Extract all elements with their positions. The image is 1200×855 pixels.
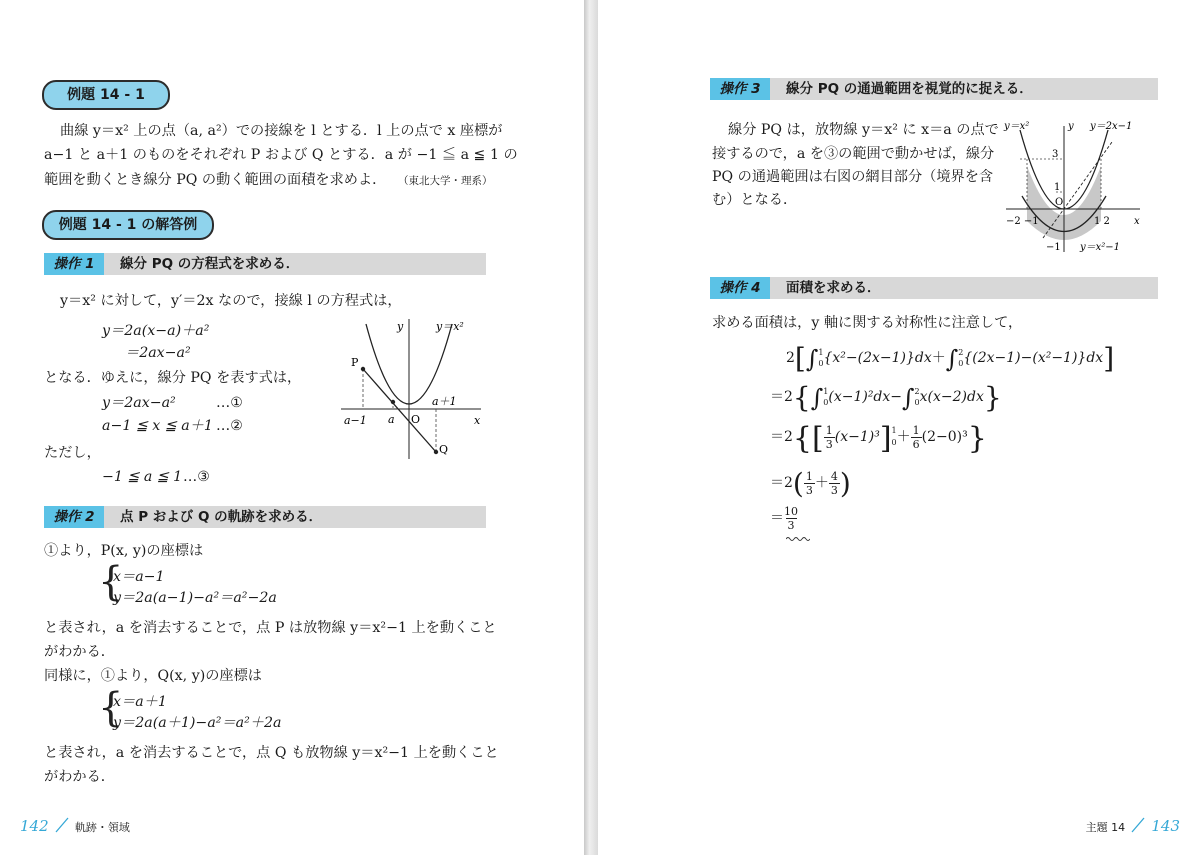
answer-den: 3: [787, 519, 795, 532]
int2-pre: ＝2: [770, 389, 793, 405]
frac-num: 4: [830, 469, 838, 483]
left-page: [0, 0, 584, 855]
int1-b: {(2x−1)−(x²−1)}dx: [963, 350, 1104, 366]
left-page-number: 142: [20, 817, 49, 835]
left-brace: {: [792, 381, 811, 414]
solution-title: 例題 14 - 1 の解答例: [58, 217, 198, 233]
graph2-x-ticks-right: 1 2: [1094, 216, 1110, 227]
step1-mark1: …①: [216, 395, 243, 411]
right-page: [598, 0, 1200, 855]
int3-pre: ＝2: [770, 429, 793, 445]
integral-sign: ∫: [810, 384, 824, 412]
frac-num: 1: [805, 469, 813, 483]
upper-limit: 1: [818, 348, 824, 357]
graph1-x-label: x: [474, 414, 481, 427]
graph1-a-plus-label: a＋1: [432, 395, 457, 408]
int4-pre: ＝2: [770, 475, 793, 491]
frac-num: 1: [825, 423, 833, 437]
example-title-pill: [42, 80, 170, 110]
upper-limit: 2: [914, 387, 920, 396]
step1-tadashi: ただし，: [44, 445, 101, 461]
plus-sign: ＋: [896, 429, 911, 445]
step3-title: 線分 PQ の通過範囲を視覚的に捉える．: [786, 81, 1033, 97]
left-bracket: [: [794, 342, 806, 375]
step1-bar: [44, 253, 486, 275]
step1-mark2: …②: [216, 418, 243, 434]
fraction-1-3: [824, 424, 835, 451]
graph1-point-p: [361, 367, 365, 371]
lower-limit: 0: [914, 398, 920, 407]
step2-p-concl1: と表され，a を消去することで，点 P は放物線 y＝x²−1 上を動くこと: [44, 620, 497, 636]
right-brace: }: [983, 381, 1002, 414]
integral-sign: ∫: [902, 384, 915, 412]
graph1-q-label: Q: [439, 443, 449, 456]
tangent-graph: [336, 314, 486, 464]
q-system-brace: {: [98, 685, 124, 731]
lower-limit: 0: [823, 398, 829, 407]
problem-line-3: 範囲を動くとき線分 PQ の動く範囲の面積を求めよ．: [44, 172, 387, 188]
step1-naru: となる．ゆえに，線分 PQ を表す式は，: [44, 370, 302, 386]
minus-sign: −: [890, 389, 903, 405]
step2-bar: [44, 506, 486, 528]
step1-eq2: ＝2ax−a²: [125, 345, 191, 361]
graph2-curve2-label: y＝2x−1: [1090, 121, 1133, 132]
left-footer-section: 軌跡・領域: [74, 821, 130, 834]
fraction-1-3: [804, 470, 815, 497]
frac-den: 6: [912, 437, 920, 451]
graph2-curve3-label: y＝x²−1: [1080, 242, 1121, 253]
answer-fraction: [784, 505, 798, 532]
p-system-brace: {: [98, 559, 124, 605]
integral-sign: ∫: [945, 345, 959, 373]
lower-limit: 0: [818, 359, 824, 368]
lower-limit: 0: [958, 359, 964, 368]
upper-limit: 1: [823, 387, 829, 396]
step4-intro: 求める面積は，y 軸に関する対称性に注意して，: [712, 315, 1023, 331]
upper-limit: 1: [891, 426, 897, 435]
right-footer: [1086, 816, 1180, 835]
graph2-curve1-label: y＝x²: [1004, 121, 1030, 132]
footer-slash-icon: [1130, 817, 1146, 833]
graph2-tick-1: 1: [1054, 182, 1061, 193]
int1-coef: 2: [786, 350, 795, 366]
plus-sign: ＋: [814, 475, 829, 491]
problem-line-1: 曲線 y＝x² 上の点（a, a²）での接線を l とする．l 上の点で x 座標が: [60, 123, 503, 139]
step1-title: 線分 PQ の方程式を求める．: [120, 256, 300, 272]
int2-a: (x−1)²dx: [828, 389, 891, 405]
graph1-curve-label: y＝x²: [436, 320, 464, 333]
int3-a: (x−1)³: [834, 429, 880, 445]
integral-line-3: [770, 421, 987, 461]
graph2-o-label: O: [1055, 197, 1064, 208]
graph1-a-label: a: [388, 413, 395, 426]
region-graph: [1000, 112, 1148, 260]
graph2-tick-minus-1: −1: [1046, 242, 1061, 253]
left-paren: (: [792, 467, 804, 500]
graph2-x-ticks-left: −2 −1: [1006, 216, 1039, 227]
step2-p-intro: ①より，P(x, y)の座標は: [44, 543, 204, 559]
upper-limit: 2: [958, 348, 964, 357]
integral-line-1: [786, 342, 1114, 374]
left-footer: [20, 816, 130, 835]
right-brace: }: [967, 421, 987, 456]
graph2-tick-3: 3: [1052, 149, 1059, 160]
integral-line-4: [770, 467, 851, 503]
graph1-tangent-segment: [363, 369, 436, 452]
lower-limit: 0: [891, 438, 897, 447]
step3-line-2: 接するので，a を③の範囲で動かせば，線分: [712, 146, 995, 162]
frac-den: 3: [805, 483, 813, 497]
right-footer-section: 主題 14: [1085, 821, 1126, 834]
step1-eq3: y＝2ax−a²: [102, 395, 176, 411]
frac-num: 1: [912, 423, 920, 437]
step2-p-sys2: y＝2a(a−1)−a²＝a²−2a: [113, 590, 277, 606]
citation: （東北大学・理系）: [398, 175, 493, 187]
step2-title: 点 P および Q の軌跡を求める．: [120, 509, 323, 525]
graph1-p-label: P: [351, 356, 359, 369]
right-page-number: 143: [1151, 817, 1180, 835]
step2-tag: 操作 2: [44, 506, 104, 528]
plus-sign: ＋: [931, 350, 946, 366]
step2-p-sys1: x＝a−1: [113, 569, 165, 585]
frac-den: 3: [830, 483, 838, 497]
book-gutter: [584, 0, 598, 855]
graph1-point-q: [434, 450, 438, 454]
example-title: 例題 14 - 1: [67, 87, 145, 103]
int1-a: {x²−(2x−1)}dx: [823, 350, 932, 366]
step2-p-concl2: がわかる．: [44, 644, 115, 660]
step3-line-3: PQ の通過範囲は右図の網目部分（境界を含: [712, 169, 994, 185]
answer-equals: ＝: [770, 510, 784, 527]
int2-b: x(x−2)dx: [919, 389, 984, 405]
right-bracket: ]: [1103, 342, 1115, 375]
graph1-a-minus-label: a−1: [344, 414, 367, 427]
step1-mark3: …③: [183, 469, 210, 485]
step2-q-concl1: と表され，a を消去することで，点 Q も放物線 y＝x²−1 上を動くこと: [44, 745, 499, 761]
step1-intro: y＝x² に対して，y′＝2x なので，接線 l の方程式は，: [60, 293, 402, 309]
step2-q-intro: 同様に，①より，Q(x, y)の座標は: [44, 668, 262, 684]
step1-eq5: −1 ≦ a ≦ 1: [102, 469, 183, 485]
graph2-x-label: x: [1134, 216, 1140, 227]
frac-den: 3: [825, 437, 833, 451]
answer-num: 10: [784, 505, 798, 518]
step4-bar: [710, 277, 1158, 299]
graph1-y-label: y: [397, 320, 404, 333]
right-paren: ): [839, 467, 851, 500]
graph2-y-label: y: [1068, 121, 1074, 132]
problem-line-2: a−1 と a＋1 のものをそれぞれ P および Q とする．a が −1 ≦ a ≦ 1 の: [44, 147, 518, 163]
graph1-o-label: O: [411, 413, 421, 426]
step3-bar: [710, 78, 1158, 100]
integral-line-2: [770, 381, 1002, 413]
step4-tag: 操作 4: [710, 277, 770, 299]
left-brace: {: [792, 421, 813, 456]
integral-sign: ∫: [805, 345, 819, 373]
step1-eq1: y＝2a(x−a)＋a²: [102, 323, 210, 339]
int3-b: (2−0)³: [921, 429, 968, 445]
step3-line-4: む）となる．: [712, 192, 798, 208]
step4-title: 面積を求める．: [786, 280, 881, 296]
step1-eq4: a−1 ≦ x ≦ a＋1: [102, 418, 213, 434]
fraction-1-6: [911, 424, 922, 451]
solution-title-pill: [42, 210, 214, 240]
step2-q-sys1: x＝a＋1: [113, 694, 167, 710]
fraction-4-3: [829, 470, 840, 497]
step3-tag: 操作 3: [710, 78, 770, 100]
graph1-point-tangent: [391, 400, 395, 404]
footer-slash-icon: [54, 817, 70, 833]
step2-q-sys2: y＝2a(a＋1)−a²＝a²＋2a: [113, 715, 282, 731]
right-bracket: ]: [879, 421, 892, 456]
answer-wavy-underline-icon: [786, 536, 810, 542]
step1-tag: 操作 1: [44, 253, 104, 275]
step2-q-concl2: がわかる．: [44, 769, 115, 785]
step3-line-1: 線分 PQ は，放物線 y＝x² に x＝a の点で: [728, 122, 999, 138]
left-bracket: [: [812, 421, 824, 456]
